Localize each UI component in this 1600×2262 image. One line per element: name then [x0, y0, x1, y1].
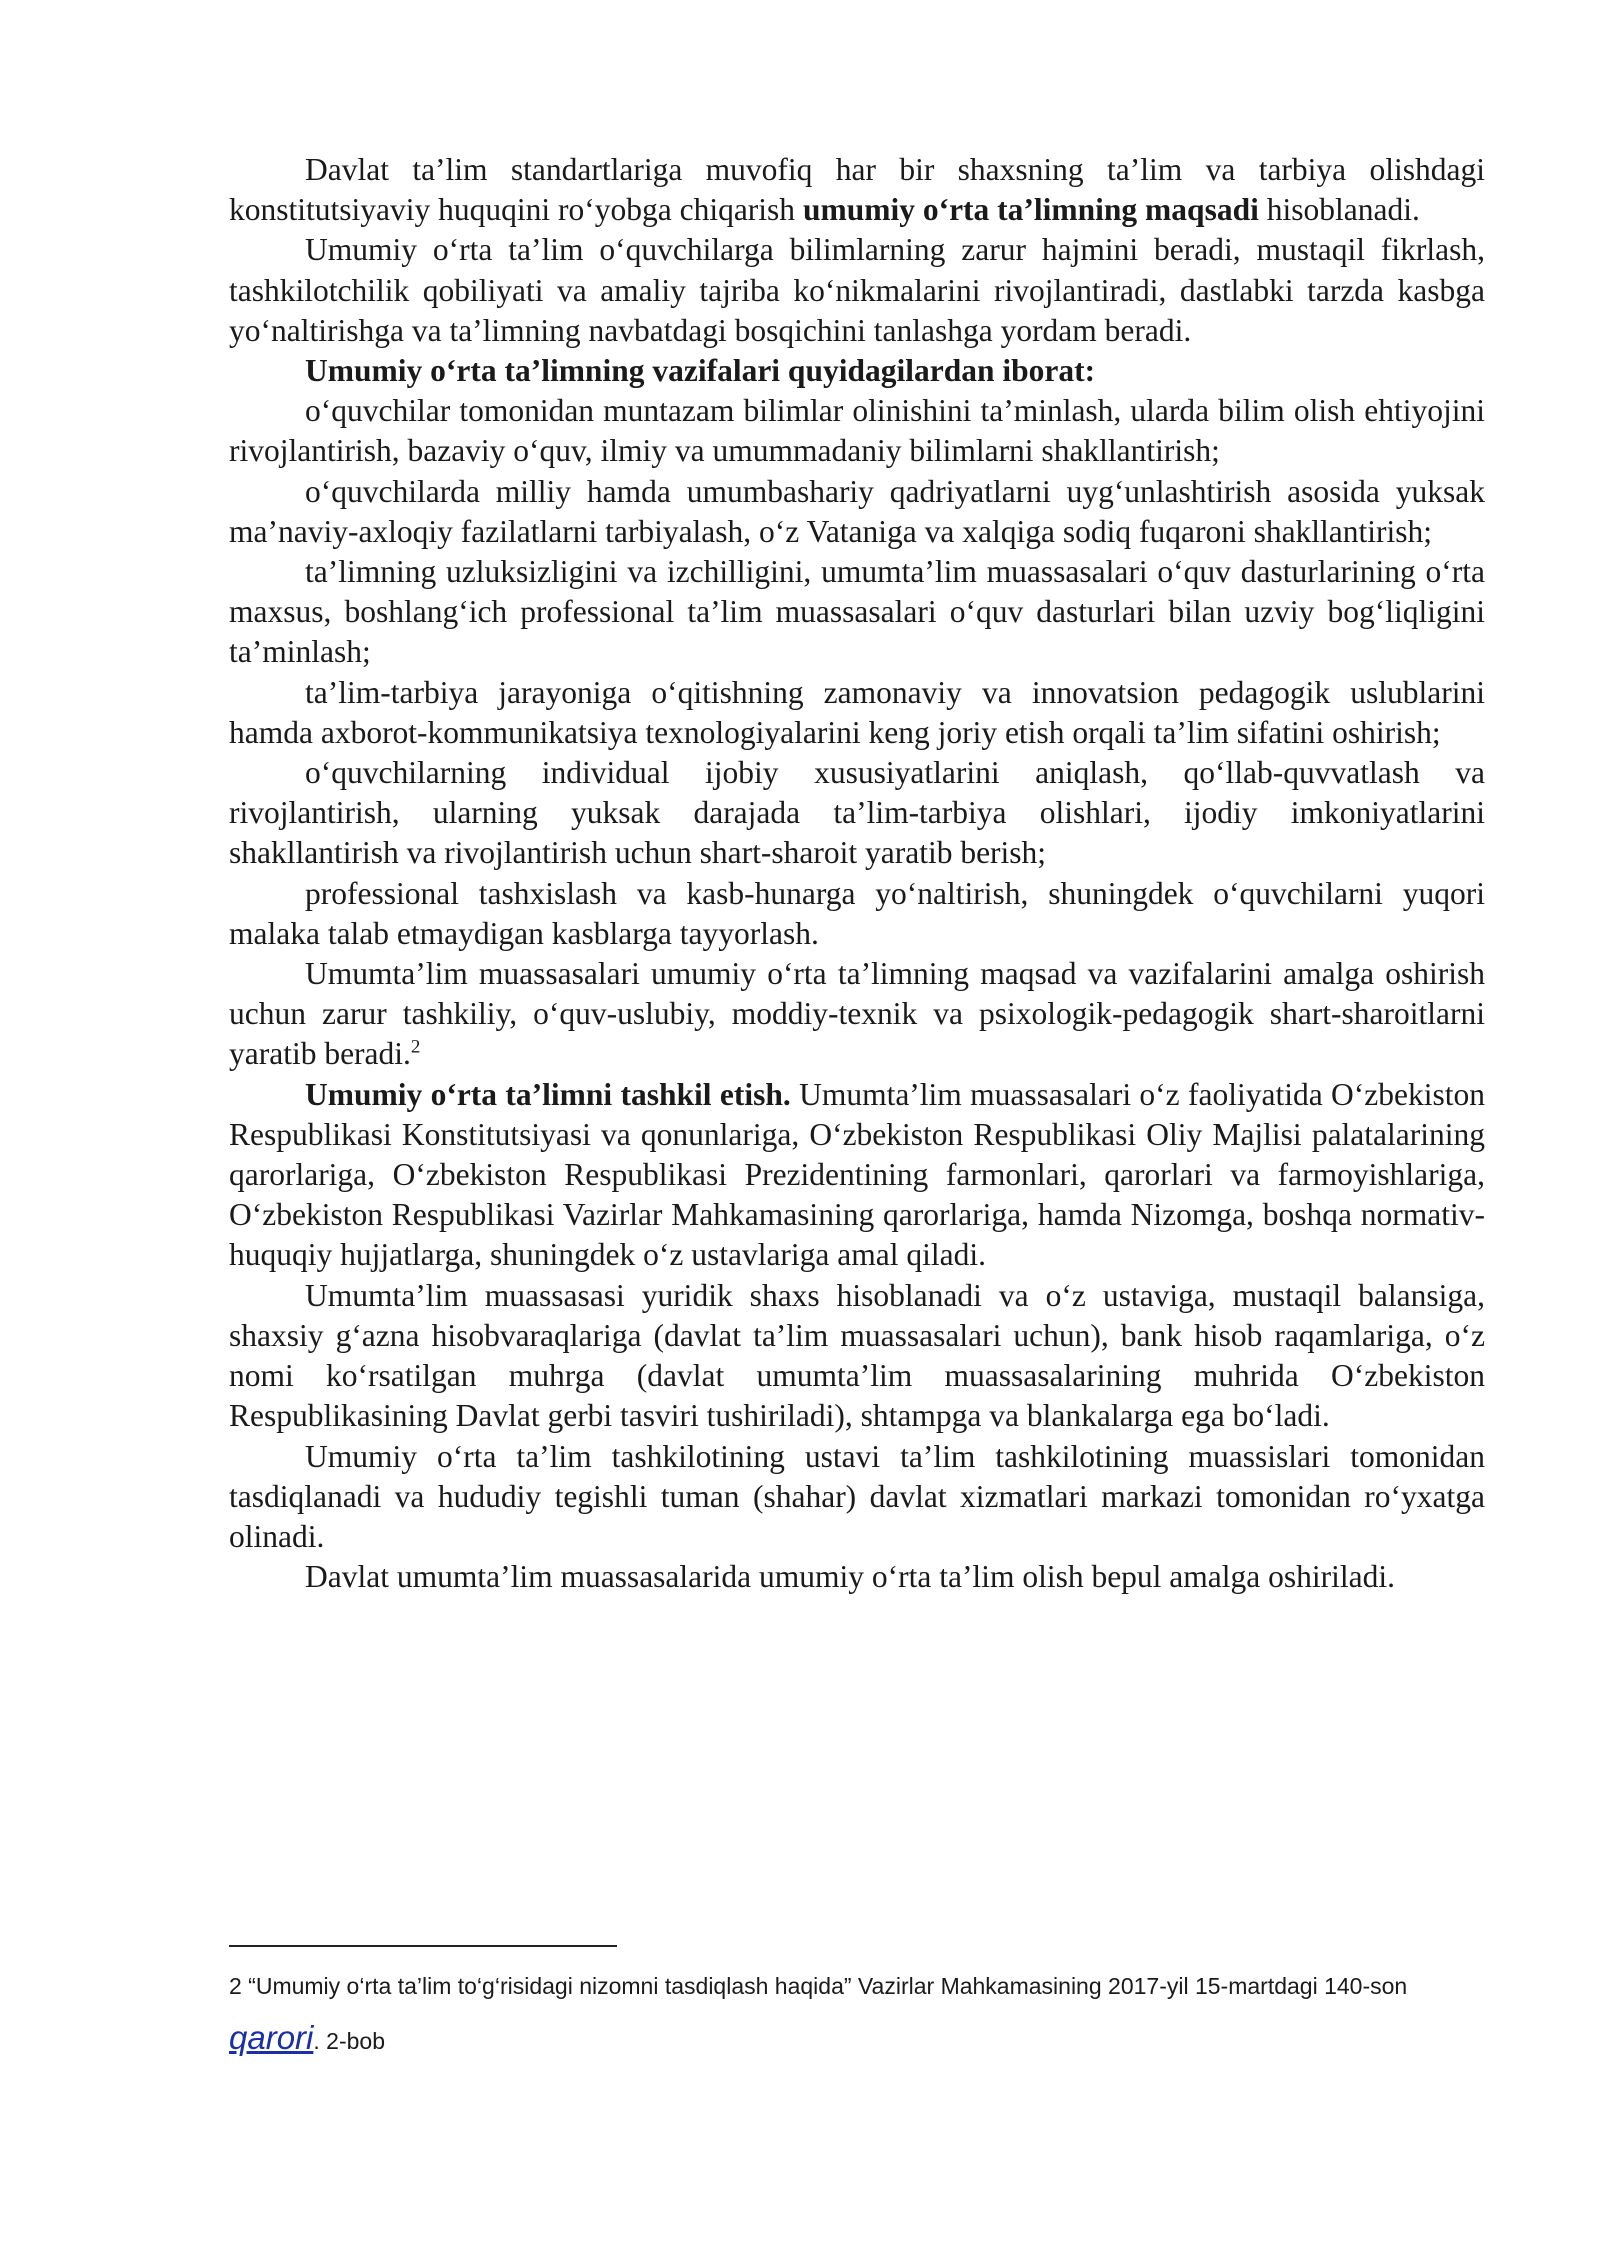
footnote	[229, 1960, 1485, 2067]
conditions-text: Umumta’lim muassasalari umumiy o‘rta ta’limning maqsad va vazifalarini amalga oshirish uchun zarur tashkiliy, o‘quv-uslubiy, moddiy-texnik va psixologik-pedagogik shart-sharoitlarni yaratib beradi.	[229, 956, 1485, 1072]
organization-text: Umumta’lim muassasalari o‘z faoliyatida O‘zbekiston Respublikasi Konstitutsiyasi va qonunlariga, O‘zbekiston Respublikasi Oliy Majlisi palatalarining qarorlariga, O‘zbekiston Respublikasi Prezidentining farmonlari, qarorlari va farmoyishlariga, O‘zbekiston Respublikasi Vazirlar Mahkamasining qarorlariga, hamda Nizomga, boshqa normativ-huquqiy hujjatlarga, shuningdek o‘z ustavlariga amal qiladi.	[229, 1076, 1485, 1273]
footnote-link[interactable]: qarori	[229, 2019, 314, 2056]
tasks-heading	[229, 351, 1485, 391]
organization-bold-lead: Umumiy o‘rta ta’limni tashkil etish.	[305, 1076, 791, 1112]
task-item: o‘quvchilar tomonidan muntazam bilimlar olinishini ta’minlash, ularda bilim olish ehtiyojini rivojlantirish, bazaviy o‘quv, ilmiy va umummadaniy bilimlarni shakllantirish;	[229, 393, 1485, 469]
task-item: o‘quvchilarning individual ijobiy xususiyatlarini aniqlash, qo‘llab-quvvatlash va rivojlantirish, ularning yuksak darajada ta’lim-tarbiya olishlari, ijodiy imkoniyatlarini shakllantirish va rivojlantirish uchun shart-sharoit yaratib berish;	[229, 755, 1485, 871]
tasks-heading-text: Umumiy o‘rta ta’limning vazifalari quyidagilardan iborat:	[305, 353, 1096, 389]
paragraph-charter: Umumiy o‘rta ta’lim tashkilotining ustavi ta’lim tashkilotining muassislari tomonidan tasdiqlanadi va hududiy tegishli tuman (shahar) davlat xizmatlari markazi tomonidan ro‘yxatga olinadi.	[229, 1438, 1485, 1554]
task-item: ta’lim-tarbiya jarayoniga o‘qitishning zamonaviy va innovatsion pedagogik uslublarini hamda axborot-kommunikatsiya texnologiyalarini keng joriy etish orqali ta’lim sifatini oshirish;	[229, 674, 1485, 750]
task-item: ta’limning uzluksizligini va izchilligini, umumta’lim muassasalari o‘quv dasturlarining o‘rta maxsus, boshlang‘ich professional ta’lim muassasalari o‘quv dasturlari bilan uzviy bog‘liqligini ta’minlash;	[229, 554, 1485, 670]
task-item: o‘quvchilarda milliy hamda umumbashariy qadriyatlarni uyg‘unlashtirish asosida yuksak ma’naviy-axloqiy fazilatlarni tarbiyalash, o‘z Vataniga va xalqiga sodiq fuqaroni shakllantirish;	[229, 473, 1485, 549]
footnote-text: 2 “Umumiy o‘rta ta’lim to‘g‘risidagi nizomni tasdiqlash haqida” Vazirlar Mahkamasining 2017-yil 15-martdagi 140-son	[229, 1973, 1408, 1999]
footnote-text-end: . 2-bob	[313, 2028, 385, 2054]
paragraph-conditions	[229, 954, 1485, 1075]
paragraph-free-education: Davlat umumta’lim muassasalarida umumiy o‘rta ta’lim olish bepul amalga oshiriladi.	[305, 1559, 1395, 1595]
paragraph-organization	[229, 1075, 1485, 1276]
task-item: professional tashxislash va kasb-hunarga yo‘naltirish, shuningdek o‘quvchilarni yuqori malaka talab etmaydigan kasblarga tayyorlash.	[229, 875, 1485, 951]
goal-bold-phrase: umumiy o‘rta ta’limning maqsadi	[802, 192, 1259, 228]
footnote-reference[interactable]: 2	[410, 1036, 421, 1058]
paragraph-goal	[229, 150, 1485, 230]
footnote-separator	[229, 1945, 617, 1947]
paragraph-legal-entity: Umumta’lim muassasasi yuridik shaxs hisoblanadi va o‘z ustaviga, mustaqil balansiga, shaxsiy g‘azna hisobvaraqlariga (davlat ta’lim muassasalari uchun), bank hisob raqamlariga, o‘z nomi ko‘rsatilgan muhrga (davlat umumta’lim muassasalarining muhrida O‘zbekiston Respublikasining Davlat gerbi tasviri tushiriladi), shtampga va blankalarga ega bo‘ladi.	[229, 1277, 1485, 1434]
document-body	[229, 150, 1485, 1597]
goal-text-end: hisoblanadi.	[1258, 192, 1420, 228]
goal-text-start: Davlat ta’lim standartlariga muvofiq har bir shaxsning ta’lim va tarbiya olishdagi konstitutsiyaviy huquqini ro‘yobga chiqarish	[229, 152, 1485, 228]
paragraph-general-education: Umumiy o‘rta ta’lim o‘quvchilarga bilimlarning zarur hajmini beradi, mustaqil fikrlash, tashkilotchilik qobiliyati va amaliy tajriba ko‘nikmalarini rivojlantiradi, dastlabki tarzda kasbga yo‘naltirishga va ta’limning navbatdagi bosqichini tanlashga yordam beradi.	[229, 232, 1485, 348]
